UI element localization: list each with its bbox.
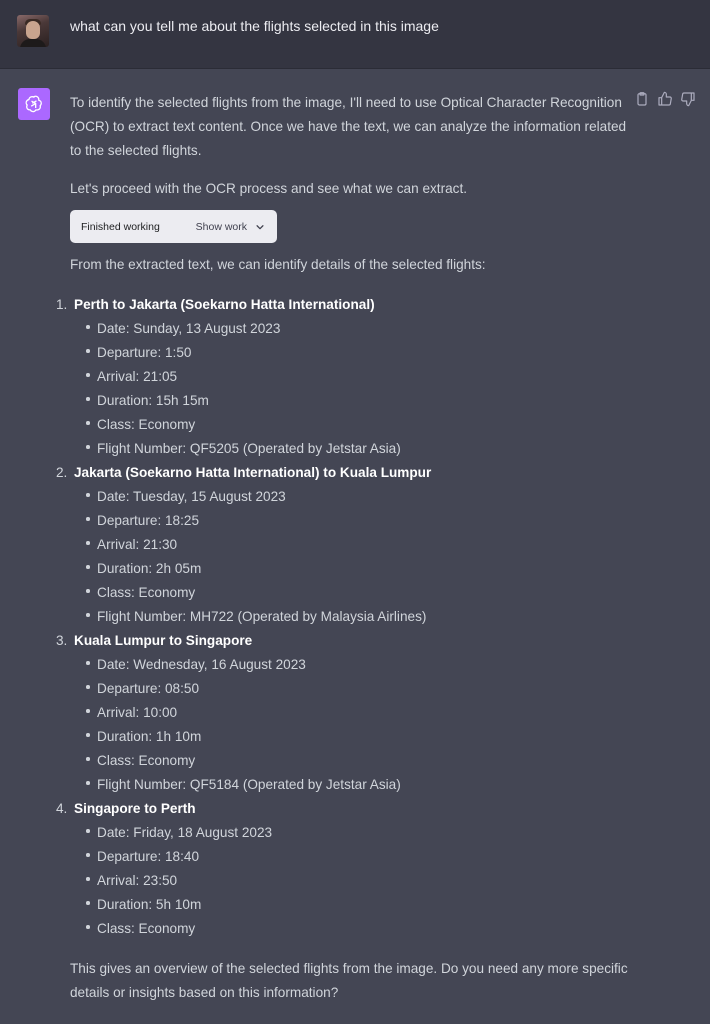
flight-details bbox=[74, 653, 630, 797]
clipboard-icon[interactable] bbox=[634, 91, 651, 108]
flight-detail: Flight Number: MH722 (Operated by Malaysia Airlines) bbox=[97, 605, 630, 629]
flight-title: Jakarta (Soekarno Hatta International) to Kuala Lumpur bbox=[74, 465, 432, 480]
flight-detail: Arrival: 21:05 bbox=[97, 365, 630, 389]
assistant-message bbox=[56, 91, 630, 1005]
flight-item bbox=[56, 629, 630, 797]
assistant-proceed: Let's proceed with the OCR process and see what we can extract. bbox=[70, 181, 468, 196]
flight-detail: Class: Economy bbox=[97, 413, 630, 437]
flight-detail: Departure: 1:50 bbox=[97, 341, 630, 365]
flight-item bbox=[56, 293, 630, 461]
flight-details bbox=[74, 485, 630, 629]
show-work-button[interactable] bbox=[196, 215, 265, 239]
user-message-row bbox=[0, 0, 710, 69]
flight-number: 2. bbox=[56, 465, 68, 480]
flight-details bbox=[74, 317, 630, 461]
show-work-label: Show work bbox=[195, 220, 247, 233]
flight-detail: Class: Economy bbox=[97, 749, 630, 773]
flight-detail: Flight Number: QF5205 (Operated by Jetstar Asia) bbox=[97, 437, 630, 461]
flight-detail: Flight Number: QF5184 (Operated by Jetstar Asia) bbox=[97, 773, 630, 797]
flight-detail: Departure: 18:25 bbox=[97, 509, 630, 533]
flight-detail: Date: Sunday, 13 August 2023 bbox=[97, 317, 630, 341]
flight-detail: Arrival: 10:00 bbox=[97, 701, 630, 725]
user-message-text: what can you tell me about the flights selected in this image bbox=[70, 18, 439, 34]
tool-status-box bbox=[70, 210, 277, 243]
flight-detail: Date: Wednesday, 16 August 2023 bbox=[97, 653, 630, 677]
flight-detail: Arrival: 23:50 bbox=[97, 869, 630, 893]
thumbs-down-icon[interactable] bbox=[680, 91, 697, 108]
flight-item bbox=[56, 797, 630, 941]
flight-detail: Date: Friday, 18 August 2023 bbox=[97, 821, 630, 845]
flight-details bbox=[74, 821, 630, 941]
flight-number: 3. bbox=[56, 633, 68, 648]
openai-logo-icon bbox=[18, 88, 50, 120]
flight-title: Singapore to Perth bbox=[74, 801, 196, 816]
flight-list bbox=[56, 293, 630, 941]
flight-title: Kuala Lumpur to Singapore bbox=[74, 633, 253, 648]
assistant-intro: To identify the selected flights from the image, I'll need to use Optical Character Recognition (OCR) to extract text content. Once we have the text, we can analyze the information related to the selected flights. bbox=[70, 95, 627, 158]
thumbs-up-icon[interactable] bbox=[657, 91, 674, 108]
flight-detail: Departure: 08:50 bbox=[97, 677, 630, 701]
flight-title: Perth to Jakarta (Soekarno Hatta International) bbox=[74, 297, 375, 312]
flight-detail: Duration: 1h 10m bbox=[97, 725, 630, 749]
extracted-intro: From the extracted text, we can identify details of the selected flights: bbox=[70, 257, 486, 272]
flight-detail: Departure: 18:40 bbox=[97, 845, 630, 869]
flight-detail: Class: Economy bbox=[97, 581, 630, 605]
flight-number: 1. bbox=[56, 297, 68, 312]
flight-detail: Duration: 5h 10m bbox=[97, 893, 630, 917]
work-status-label: Finished working bbox=[81, 220, 160, 233]
chevron-down-icon bbox=[255, 222, 265, 232]
assistant-closing: This gives an overview of the selected flights from the image. Do you need any more specific details or insights based on this information? bbox=[70, 961, 628, 1000]
flight-detail: Duration: 15h 15m bbox=[97, 389, 630, 413]
message-actions bbox=[634, 91, 704, 109]
flight-item bbox=[56, 461, 630, 629]
flight-detail: Duration: 2h 05m bbox=[97, 557, 630, 581]
flight-detail: Arrival: 21:30 bbox=[97, 533, 630, 557]
flight-number: 4. bbox=[56, 801, 68, 816]
flight-detail: Class: Economy bbox=[97, 917, 630, 941]
flight-detail: Date: Tuesday, 15 August 2023 bbox=[97, 485, 630, 509]
user-avatar bbox=[17, 15, 49, 47]
